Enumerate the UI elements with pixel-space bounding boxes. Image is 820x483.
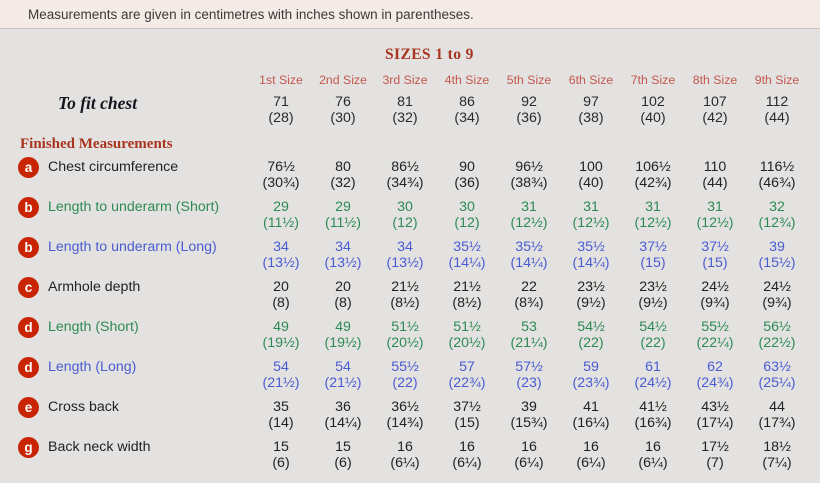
cm-value: 76: [335, 94, 351, 110]
value-cell: [622, 359, 684, 391]
inch-value: (28): [268, 110, 294, 126]
cm-value: 35: [273, 399, 289, 415]
to-fit-chest-value-cell: [374, 94, 436, 126]
measurement-label-cell: [0, 239, 250, 271]
size-header-6: 6th Size: [568, 73, 614, 87]
cm-value: 39: [521, 399, 537, 415]
inch-value: (8): [272, 295, 290, 311]
value-cell: [684, 319, 746, 351]
cm-value: 86½: [391, 159, 419, 175]
inch-value: (23): [516, 375, 542, 391]
size-header-3: 3rd Size: [382, 73, 428, 87]
inch-value: (9½): [638, 295, 668, 311]
value-cell: [498, 159, 560, 191]
to-fit-chest-value-cell: [250, 94, 312, 126]
to-fit-chest-value-cell: [436, 94, 498, 126]
cm-value: 92: [521, 94, 537, 110]
cm-value: 18½: [763, 439, 791, 455]
cm-value: 23½: [577, 279, 605, 295]
value-cell: [250, 159, 312, 191]
cm-value: 37½: [639, 239, 667, 255]
value-cell: [436, 199, 498, 231]
cm-value: 37½: [453, 399, 481, 415]
cm-value: 30: [459, 199, 475, 215]
inch-value: (19½): [324, 335, 362, 351]
value-cell: [498, 439, 560, 471]
cm-value: 97: [583, 94, 599, 110]
cm-value: 35½: [577, 239, 605, 255]
cm-value: 31: [707, 199, 723, 215]
inch-value: (12): [454, 215, 480, 231]
value-cell: [746, 319, 808, 351]
cm-value: 23½: [639, 279, 667, 295]
cm-value: 20: [273, 279, 289, 295]
value-cell: [436, 399, 498, 431]
badge-d-icon: d: [18, 317, 39, 338]
measurement-label-cell: [0, 319, 250, 351]
value-cell: [622, 399, 684, 431]
cm-value: 54: [273, 359, 289, 375]
badge-b-icon: b: [18, 237, 39, 258]
badge-d-icon: d: [18, 357, 39, 378]
cm-value: 43½: [701, 399, 729, 415]
inch-value: (15): [702, 255, 728, 271]
cm-value: 30: [397, 199, 413, 215]
inch-value: (9¾): [762, 295, 792, 311]
cm-value: 41½: [639, 399, 667, 415]
value-cell: [622, 439, 684, 471]
to-fit-chest-label: To fit chest: [58, 93, 138, 113]
to-fit-chest-label-cell: [0, 94, 250, 126]
inch-value: (46¾): [758, 175, 796, 191]
value-cell: [746, 359, 808, 391]
cm-value: 49: [273, 319, 289, 335]
size-header-7: 7th Size: [630, 73, 676, 87]
value-cell: [374, 159, 436, 191]
cm-value: 36½: [391, 399, 419, 415]
cm-value: 34: [273, 239, 289, 255]
measurement-rows: [0, 159, 820, 471]
inch-value: (42): [702, 110, 728, 126]
cm-value: 61: [645, 359, 661, 375]
measurement-row: [0, 199, 820, 231]
badge-g-icon: g: [18, 437, 39, 458]
cm-value: 90: [459, 159, 475, 175]
inch-value: (17¾): [758, 415, 796, 431]
cm-value: 55½: [701, 319, 729, 335]
value-cell: [498, 239, 560, 271]
inch-value: (21½): [262, 375, 300, 391]
inch-value: (22): [392, 375, 418, 391]
inch-value: (30): [330, 110, 356, 126]
measurement-row: [0, 399, 820, 431]
inch-value: (40): [578, 175, 604, 191]
to-fit-chest-value-cell: [746, 94, 808, 126]
value-cell: [374, 239, 436, 271]
value-cell: [374, 359, 436, 391]
cm-value: 71: [273, 94, 289, 110]
badge-e-icon: e: [18, 397, 39, 418]
to-fit-chest-row: [0, 94, 820, 126]
inch-value: (16¼): [572, 415, 610, 431]
value-cell: [312, 279, 374, 311]
cm-value: 16: [459, 439, 475, 455]
value-cell: [746, 199, 808, 231]
inch-value: (8½): [390, 295, 420, 311]
value-cell: [622, 279, 684, 311]
measurement-label-cell: [0, 279, 250, 311]
cm-value: 29: [335, 199, 351, 215]
value-cell: [498, 399, 560, 431]
cm-value: 35½: [453, 239, 481, 255]
cm-value: 37½: [701, 239, 729, 255]
cm-value: 16: [397, 439, 413, 455]
inch-value: (22¼): [696, 335, 734, 351]
inch-value: (12½): [634, 215, 672, 231]
cm-value: 54½: [577, 319, 605, 335]
inch-value: (7): [706, 455, 724, 471]
value-cell: [498, 199, 560, 231]
value-cell: [684, 279, 746, 311]
value-cell: [436, 159, 498, 191]
size-header-2: 2nd Size: [319, 73, 367, 87]
value-cell: [560, 319, 622, 351]
value-cell: [436, 359, 498, 391]
inch-value: (11½): [262, 215, 299, 231]
value-cell: [374, 279, 436, 311]
inch-value: (6¼): [390, 455, 420, 471]
cm-value: 31: [583, 199, 599, 215]
inch-value: (6): [272, 455, 290, 471]
inch-value: (12½): [510, 215, 548, 231]
cm-value: 63½: [763, 359, 791, 375]
inch-value: (38¾): [510, 175, 548, 191]
cm-value: 21½: [453, 279, 481, 295]
inch-value: (22¾): [448, 375, 486, 391]
cm-value: 80: [335, 159, 351, 175]
value-cell: [622, 319, 684, 351]
inch-value: (6¼): [514, 455, 544, 471]
inch-value: (13½): [324, 255, 362, 271]
inch-value: (12¾): [758, 215, 796, 231]
row-label: Back neck width: [48, 439, 151, 455]
value-cell: [684, 359, 746, 391]
cm-value: 54: [335, 359, 351, 375]
value-cell: [374, 399, 436, 431]
value-cell: [436, 319, 498, 351]
value-cell: [498, 359, 560, 391]
cm-value: 44: [769, 399, 785, 415]
cm-value: 56½: [763, 319, 791, 335]
inch-value: (6¼): [452, 455, 482, 471]
inch-value: (6¼): [576, 455, 606, 471]
inch-value: (22½): [758, 335, 796, 351]
value-cell: [684, 199, 746, 231]
value-cell: [622, 239, 684, 271]
value-cell: [250, 399, 312, 431]
value-cell: [250, 279, 312, 311]
inch-value: (8¾): [514, 295, 544, 311]
inch-value: (34¾): [386, 175, 424, 191]
inch-value: (44): [702, 175, 728, 191]
cm-value: 110: [703, 159, 727, 175]
cm-value: 29: [273, 199, 289, 215]
value-cell: [746, 439, 808, 471]
value-cell: [622, 159, 684, 191]
value-cell: [312, 399, 374, 431]
value-cell: [498, 319, 560, 351]
cm-value: 31: [521, 199, 537, 215]
inch-value: (25¼): [758, 375, 796, 391]
value-cell: [250, 359, 312, 391]
value-cell: [250, 199, 312, 231]
inch-value: (17¼): [696, 415, 734, 431]
value-cell: [312, 159, 374, 191]
inch-value: (40): [640, 110, 666, 126]
measurement-note-strip: [0, 0, 820, 29]
size-header-9: 9th Size: [754, 73, 800, 87]
inch-value: (14¾): [386, 415, 424, 431]
value-cell: [312, 239, 374, 271]
inch-value: (34): [454, 110, 480, 126]
inch-value: (9¾): [700, 295, 730, 311]
measurement-row: [0, 319, 820, 351]
inch-value: (6¼): [638, 455, 668, 471]
inch-value: (21¼): [510, 335, 548, 351]
measurement-row: [0, 439, 820, 471]
cm-value: 116½: [759, 159, 795, 175]
inch-value: (24¾): [696, 375, 734, 391]
value-cell: [436, 239, 498, 271]
inch-value: (14¼): [510, 255, 548, 271]
to-fit-chest-value-cell: [684, 94, 746, 126]
cm-value: 53: [521, 319, 537, 335]
measurement-row: [0, 159, 820, 191]
cm-value: 15: [335, 439, 351, 455]
value-cell: [560, 199, 622, 231]
value-cell: [560, 239, 622, 271]
inch-value: (22): [578, 335, 604, 351]
size-header-4: 4th Size: [444, 73, 490, 87]
cm-value: 22: [521, 279, 537, 295]
inch-value: (12): [392, 215, 418, 231]
row-label: Armhole depth: [48, 279, 141, 295]
cm-value: 16: [583, 439, 599, 455]
value-cell: [250, 319, 312, 351]
inch-value: (14¼): [324, 415, 362, 431]
inch-value: (12½): [696, 215, 734, 231]
value-cell: [436, 279, 498, 311]
inch-value: (14¼): [572, 255, 610, 271]
inch-value: (44): [764, 110, 790, 126]
inch-value: (32): [330, 175, 356, 191]
row-label: Length to underarm (Long): [48, 239, 217, 255]
cm-value: 59: [583, 359, 599, 375]
value-cell: [250, 439, 312, 471]
row-label: Chest circumference: [48, 159, 179, 175]
size-header-row: [0, 72, 820, 89]
finished-measurements-header: Finished Measurements: [20, 136, 173, 152]
to-fit-chest-value-cell: [560, 94, 622, 126]
inch-value: (13½): [262, 255, 300, 271]
value-cell: [312, 199, 374, 231]
row-label: Length (Long): [48, 359, 137, 375]
value-cell: [622, 199, 684, 231]
value-cell: [746, 159, 808, 191]
cm-value: 24½: [701, 279, 729, 295]
cm-value: 21½: [391, 279, 419, 295]
cm-value: 31: [645, 199, 661, 215]
inch-value: (22): [640, 335, 666, 351]
cm-value: 35½: [515, 239, 543, 255]
inch-value: (7¼): [762, 455, 792, 471]
measurement-label-cell: [0, 199, 250, 231]
value-cell: [746, 399, 808, 431]
size-header-1: 1st Size: [259, 73, 303, 87]
inch-value: (8½): [452, 295, 482, 311]
inch-value: (8): [334, 295, 352, 311]
inch-value: (42¾): [634, 175, 672, 191]
value-cell: [560, 159, 622, 191]
inch-value: (11½): [324, 215, 361, 231]
cm-value: 55½: [391, 359, 419, 375]
cm-value: 32: [769, 199, 785, 215]
inch-value: (32): [392, 110, 418, 126]
cm-value: 107: [703, 94, 727, 110]
cm-value: 24½: [763, 279, 791, 295]
inch-value: (14¼): [448, 255, 486, 271]
measurement-label-cell: [0, 359, 250, 391]
cm-value: 34: [397, 239, 413, 255]
value-cell: [560, 359, 622, 391]
inch-value: (13½): [386, 255, 424, 271]
inch-value: (14): [268, 415, 294, 431]
cm-value: 62: [707, 359, 723, 375]
cm-value: 96½: [515, 159, 543, 175]
inch-value: (12½): [572, 215, 610, 231]
value-cell: [436, 439, 498, 471]
cm-value: 57: [459, 359, 475, 375]
row-label: Cross back: [48, 399, 119, 415]
inch-value: (15): [454, 415, 480, 431]
cm-value: 76½: [267, 159, 295, 175]
cm-value: 16: [645, 439, 661, 455]
cm-value: 51½: [391, 319, 419, 335]
row-label: Length (Short): [48, 319, 139, 335]
measurement-row: [0, 239, 820, 271]
cm-value: 17½: [701, 439, 729, 455]
cm-value: 39: [769, 239, 785, 255]
measurement-label-cell: [0, 159, 250, 191]
measurement-row: [0, 359, 820, 391]
cm-value: 34: [335, 239, 351, 255]
inch-value: (15½): [758, 255, 796, 271]
cm-value: 36: [335, 399, 351, 415]
inch-value: (19½): [262, 335, 300, 351]
cm-value: 106½: [635, 159, 671, 175]
measurement-label-cell: [0, 439, 250, 471]
row-label: Length to underarm (Short): [48, 199, 220, 215]
cm-value: 49: [335, 319, 351, 335]
badge-a-icon: a: [18, 157, 39, 178]
cm-value: 112: [765, 94, 789, 110]
value-cell: [560, 439, 622, 471]
inch-value: (36): [516, 110, 542, 126]
cm-value: 41: [583, 399, 599, 415]
value-cell: [250, 239, 312, 271]
measurement-note: Measurements are given in centimetres with inches shown in parentheses.: [28, 6, 474, 22]
badge-b-icon: b: [18, 197, 39, 218]
inch-value: (20½): [386, 335, 424, 351]
to-fit-chest-value-cell: [622, 94, 684, 126]
value-cell: [312, 319, 374, 351]
inch-value: (6): [334, 455, 352, 471]
inch-value: (15¾): [510, 415, 548, 431]
value-cell: [498, 279, 560, 311]
inch-value: (23¾): [572, 375, 610, 391]
inch-value: (36): [454, 175, 480, 191]
inch-value: (38): [578, 110, 604, 126]
cm-value: 16: [521, 439, 537, 455]
to-fit-chest-value-cell: [498, 94, 560, 126]
inch-value: (20½): [448, 335, 486, 351]
value-cell: [374, 199, 436, 231]
value-cell: [684, 399, 746, 431]
inch-value: (9½): [576, 295, 606, 311]
value-cell: [374, 319, 436, 351]
cm-value: 51½: [453, 319, 481, 335]
value-cell: [684, 239, 746, 271]
cm-value: 86: [459, 94, 475, 110]
value-cell: [684, 439, 746, 471]
value-cell: [684, 159, 746, 191]
badge-c-icon: c: [18, 277, 39, 298]
cm-value: 54½: [639, 319, 667, 335]
cm-value: 81: [397, 94, 413, 110]
measurement-row: [0, 279, 820, 311]
cm-value: 100: [579, 159, 603, 175]
cm-value: 102: [641, 94, 665, 110]
value-cell: [312, 439, 374, 471]
value-cell: [746, 279, 808, 311]
cm-value: 20: [335, 279, 351, 295]
cm-value: 57½: [515, 359, 543, 375]
sizes-title: SIZES 1 to 9: [385, 46, 474, 63]
value-cell: [374, 439, 436, 471]
size-header-8: 8th Size: [692, 73, 738, 87]
inch-value: (21½): [324, 375, 362, 391]
value-cell: [560, 399, 622, 431]
inch-value: (24½): [634, 375, 672, 391]
size-header-5: 5th Size: [506, 73, 552, 87]
value-cell: [746, 239, 808, 271]
value-cell: [560, 279, 622, 311]
inch-value: (30¾): [262, 175, 300, 191]
measurement-label-cell: [0, 399, 250, 431]
to-fit-chest-value-cell: [312, 94, 374, 126]
cm-value: 15: [273, 439, 289, 455]
size-header-spacer: [0, 72, 250, 89]
inch-value: (15): [640, 255, 666, 271]
value-cell: [312, 359, 374, 391]
inch-value: (16¾): [634, 415, 672, 431]
